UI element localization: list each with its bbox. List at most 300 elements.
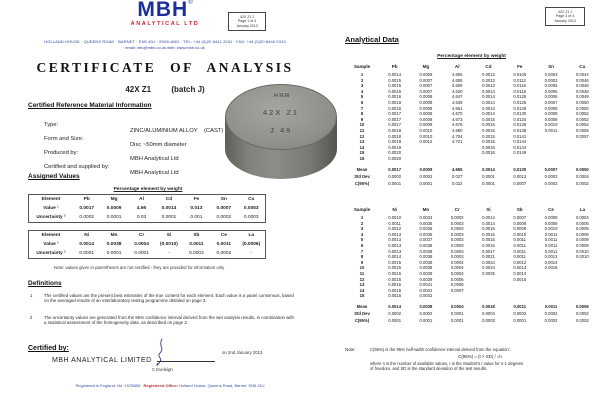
table-cell: 0.0007 — [544, 166, 558, 172]
table-cell: 0.0003 — [450, 248, 464, 254]
table-cell: 0.0038 — [419, 303, 433, 309]
table-cell: 0.0009 — [544, 220, 558, 226]
analytical-table-2-body — [345, 215, 598, 299]
table-cell: 0.0008 — [513, 220, 527, 226]
table-cell: 0.0125 — [513, 94, 527, 100]
table-cell: 13 — [359, 282, 365, 288]
table-cell: 0.0008 — [544, 111, 558, 117]
table-cell: 0.0002 — [575, 318, 589, 324]
table-cell: 0.0055 — [575, 127, 589, 133]
table-cell: 0.0009 — [106, 206, 122, 211]
table-cell: 0.0002 — [575, 311, 589, 317]
table-cell: 0.0013 — [482, 83, 495, 89]
definition-1-number: 1 — [30, 293, 33, 298]
assigned-subtitle: Percentage element by weight — [113, 187, 183, 192]
stamp-product: 42X Z1 J — [239, 14, 255, 19]
stamp-page: Page 3 of 4 — [555, 14, 575, 19]
table-cell: 0.0034 — [419, 215, 433, 220]
table-cell: (0.0006) — [242, 242, 261, 247]
table-cell: 0.0002 — [189, 251, 204, 256]
column-header: Cu — [248, 197, 255, 202]
table-cell: 0.0044 — [575, 72, 589, 77]
table-cell: 4.647 — [451, 94, 463, 100]
company-contact: email: info@mbh.co.uk web: www.mbh.co.uk — [125, 45, 205, 50]
footer-part2: Registered Office: — [143, 383, 178, 388]
column-header: Element — [41, 197, 61, 202]
batch-label: (batch J) — [171, 85, 205, 94]
table-cell: Uncertainty ² — [36, 251, 66, 256]
table-cell: 0.0004 — [450, 265, 464, 271]
table-cell: 0.0013 — [388, 248, 402, 254]
page-stamp-left — [228, 12, 266, 31]
table-cell: 4.605 — [451, 72, 463, 77]
table-cell: 0.0016 — [482, 150, 495, 156]
analytical-table-1-header — [345, 62, 598, 72]
table-cell: 4.655 — [451, 166, 463, 172]
table-cell: 0.027 — [451, 173, 463, 179]
table-cell: 0.0002 — [216, 251, 232, 256]
table-cell: 0.0010 — [388, 215, 402, 220]
definitions-heading: Definitions — [28, 280, 62, 287]
table-cell: 4.608 — [451, 77, 463, 83]
table-cell: 0.0015 — [388, 77, 402, 83]
table-cell: 0.0011 — [513, 242, 527, 248]
table-cell: 0.0007 — [513, 215, 527, 220]
table-cell: 0.0004 — [450, 259, 464, 265]
table-cell: 0.0018 — [388, 139, 402, 145]
table-cell: 0.0012 — [388, 226, 402, 232]
table-cell: 0.0007 — [450, 287, 464, 293]
table-cell: 5 — [360, 237, 364, 243]
table-cell: 0.0015 — [388, 282, 402, 288]
table-cell: 0.0035 — [419, 231, 433, 237]
table-cell: 0.0130 — [513, 111, 527, 117]
table-cell: 0.0005 — [575, 220, 589, 226]
table-cell: 0.0001 — [388, 318, 402, 324]
table-cell: 9 — [360, 259, 364, 265]
analytical-table-1-summary — [345, 162, 598, 188]
analytical-table-2-summary — [345, 299, 598, 325]
table-cell: 0.0001 — [513, 318, 527, 324]
table-cell: 0.0015 — [482, 122, 495, 128]
table-cell: 0.0042 — [419, 287, 433, 293]
assigned-table-1-header — [29, 195, 265, 204]
table-row — [345, 180, 598, 187]
table-cell: 4.661 — [451, 105, 463, 111]
table-cell: 0.0042 — [419, 293, 433, 299]
table-cell: 0.0014 — [388, 254, 402, 260]
table-cell: 0.0005 — [575, 231, 589, 237]
assigned-table-2-header — [29, 231, 265, 240]
table-cell: 0.0038 — [419, 242, 433, 248]
table-cell: 14 — [359, 144, 365, 150]
table-cell: 0.0002 — [575, 180, 589, 186]
table-cell: 0.001 — [190, 215, 203, 220]
table-cell: 11 — [359, 127, 365, 133]
table-cell: 5 — [360, 94, 364, 100]
table-cell: 4.676 — [451, 122, 463, 128]
table-cell: 0.0046 — [575, 83, 589, 89]
note-line-2: where n is the number of available values, t is the Student's t value for n-1 degrees — [370, 361, 524, 366]
table-cell: 0.0015 — [482, 237, 495, 243]
table-cell: 0.0009 — [544, 116, 558, 122]
table-row — [29, 249, 265, 258]
table-cell: 0.0014 — [388, 303, 402, 309]
table-cell: 4.673 — [451, 116, 463, 122]
table-cell: 7 — [360, 105, 364, 111]
table-cell: 4 — [360, 88, 364, 94]
table-cell: 4.609 — [451, 83, 463, 89]
table-cell: 0.0008 — [419, 99, 433, 105]
table-cell: 0.0128 — [513, 105, 527, 111]
table-cell: 0.0018 — [388, 127, 402, 133]
column-header: Al — [454, 64, 460, 69]
table-cell: 0.0002 — [450, 215, 464, 220]
table-cell: 0.0048 — [575, 88, 589, 94]
table-cell: 0.0006 — [544, 94, 558, 100]
table-cell: 0.0010 — [513, 231, 527, 237]
table-cell: 0.0011 — [216, 242, 232, 247]
table-cell: 0.0049 — [575, 94, 589, 100]
table-cell: 0.0014 — [482, 166, 495, 172]
crm-value: MBH Analytical Ltd — [130, 170, 179, 176]
column-header: Ce — [548, 207, 554, 212]
table-cell: 0.0014 — [482, 111, 495, 117]
document-title: CERTIFICATE OF ANALYSIS — [36, 60, 294, 75]
table-cell: 1 — [360, 215, 364, 220]
analytical-table-2 — [345, 205, 598, 325]
table-cell: 0.0016 — [482, 144, 495, 150]
table-cell: 0.0016 — [544, 265, 558, 271]
table-cell: 0.0013 — [388, 231, 402, 237]
table-cell: 6 — [360, 242, 364, 248]
column-header: Si — [166, 233, 172, 238]
table-cell: 0.0015 — [482, 231, 495, 237]
table-cell: 0.0017 — [388, 111, 402, 117]
table-cell: 0.0046 — [575, 77, 589, 83]
table-cell: 2 — [360, 77, 364, 83]
table-cell: 0.0002 — [513, 311, 527, 317]
table-cell: 0.0105 — [513, 72, 527, 77]
table-cell: 0.0013 — [388, 242, 402, 248]
table-cell: 0.0002 — [544, 180, 558, 186]
table-cell: 0.0001 — [419, 318, 433, 324]
column-header: Cr — [138, 233, 145, 238]
definition-2-number: 2 — [30, 315, 33, 320]
table-cell: 0.0014 — [388, 72, 402, 77]
table-cell: 4.721 — [451, 139, 463, 145]
column-header: Cd — [165, 197, 173, 202]
table-cell: 0.0016 — [388, 105, 402, 111]
table-cell: 0.0014 — [482, 88, 495, 94]
table-cell: 0.0002 — [388, 173, 402, 179]
table-cell: 0.0037 — [419, 237, 433, 243]
table-cell: 0.0003 — [450, 237, 464, 243]
table-cell: Uncertainty ² — [36, 215, 66, 220]
table-cell: 0.0012 — [544, 254, 558, 260]
analytical-table-1-body — [345, 72, 598, 162]
table-cell: 0.0013 — [388, 237, 402, 243]
table-cell: Std Dev — [354, 173, 370, 179]
table-cell: 0.0017 — [388, 116, 402, 122]
table-cell: 0.0050 — [575, 99, 589, 105]
table-cell: 10 — [359, 265, 365, 271]
table-cell: 0.0149 — [513, 150, 527, 156]
column-header: Ni — [84, 233, 90, 238]
column-header: Fe — [193, 197, 200, 202]
assigned-values-heading: Assigned Values — [28, 173, 80, 180]
logo-subtitle: ANALYTICAL LTD — [130, 21, 200, 27]
table-cell: 10 — [359, 122, 365, 128]
table-cell: 0.0015 — [388, 276, 402, 282]
table-cell: 0.0039 — [419, 276, 433, 282]
table-cell: 0.0141 — [513, 133, 527, 139]
table-cell: 0.0015 — [482, 116, 495, 122]
table-cell: 0.0004 — [450, 303, 464, 309]
note-line-3: of freedom, and SD is the standard deviation of the test results. — [370, 366, 488, 371]
column-header: Sn — [548, 64, 554, 69]
table-cell: 0.0009 — [575, 242, 589, 248]
table-cell: 0.0020 — [388, 155, 402, 161]
table-cell: 4.649 — [451, 99, 463, 105]
table-cell: 4 — [360, 231, 364, 237]
table-cell: 0.0015 — [388, 83, 402, 89]
table-cell: 0.0038 — [419, 259, 433, 265]
table-cell: 0.0001 — [161, 215, 177, 220]
table-cell: 0.0041 — [419, 282, 433, 288]
table-cell: 0.0004 — [134, 242, 149, 247]
table-cell: 0.0002 — [419, 311, 433, 317]
table-cell: 0.0003 — [450, 254, 464, 260]
table-cell: 0.0007 — [216, 206, 232, 211]
assigned-table-2-body — [29, 240, 265, 258]
table-cell: 0.0126 — [513, 99, 527, 105]
table-row — [29, 240, 265, 249]
table-cell: 0.0011 — [544, 127, 558, 133]
table-cell: 0.0010 — [575, 254, 589, 260]
table-cell: 0.0009 — [544, 215, 558, 220]
note-line-1: C(95%) is the 95% half-width confidence interval derived from the equation: — [370, 347, 510, 352]
table-row — [345, 299, 598, 310]
table-cell: Mean — [356, 303, 368, 309]
table-cell: 0.0050 — [575, 105, 589, 111]
table-cell: 0.0016 — [388, 287, 402, 293]
table-cell: 0.0008 — [419, 105, 433, 111]
table-cell: 0.0010 — [575, 248, 589, 254]
table-cell: - — [250, 251, 253, 256]
table-cell: 0.0011 — [544, 231, 558, 237]
table-cell: 0.0144 — [513, 139, 527, 145]
crm-label: Type: — [44, 122, 59, 128]
table-cell: 0.0007 — [419, 88, 433, 94]
table-cell: 0.0003 — [450, 226, 464, 232]
table-cell: 0.0004 — [450, 270, 464, 276]
table-cell: 0.0001 — [482, 173, 495, 179]
table-cell: 0.0008 — [544, 105, 558, 111]
table-row — [29, 204, 265, 213]
table-cell: 0.0015 — [388, 265, 402, 271]
table-cell: 9 — [360, 116, 364, 122]
table-cell: 0.0130 — [513, 166, 527, 172]
column-header: Element — [41, 233, 61, 238]
table-cell: 0.0112 — [513, 77, 527, 83]
table-cell: 0.0008 — [419, 116, 433, 122]
table-cell: 0.0017 — [388, 122, 402, 128]
table-cell: 0.0011 — [513, 254, 527, 260]
column-header: Cr — [454, 207, 460, 212]
table-cell: 3 — [360, 226, 364, 232]
table-cell: 0.0014 — [482, 105, 495, 111]
table-cell: 0.0005 — [575, 226, 589, 232]
stamp-date: January 2013 — [236, 24, 258, 29]
table-cell: 0.0005 — [544, 88, 558, 94]
table-cell: 0.0024 — [482, 265, 495, 271]
table-cell: 0.0017 — [482, 248, 495, 254]
table-cell: 0.0116 — [513, 83, 527, 89]
table-cell: 15 — [359, 293, 365, 299]
table-cell: 0.0014 — [482, 220, 495, 226]
table-cell: 0.0002 — [79, 215, 95, 220]
table-cell: 0.0017 — [79, 206, 95, 211]
table-cell: 0.0015 — [482, 133, 495, 139]
table-cell: 0.0007 — [544, 99, 558, 105]
assigned-table-2 — [28, 230, 266, 259]
parentheses-note: Note: values given in parentheses are not certified - they are provided for information only — [54, 265, 225, 270]
note-equation: C(95%) = (t × SD) / √n — [458, 354, 502, 359]
table-cell: 0.0011 — [388, 220, 401, 226]
table-cell: 0.0001 — [388, 180, 402, 186]
table-cell: 0.0015 — [388, 259, 402, 265]
table-cell: 0.0005 — [450, 276, 464, 282]
certification-date: on 2nd January 2013 — [222, 350, 263, 355]
footer-part1: Registered in England, No. 1575889 · — [75, 383, 144, 388]
table-cell: 0.0006 — [450, 282, 464, 288]
table-cell: 0.0001 — [482, 180, 495, 186]
footer-part3: Holland House, Queens Road, Barnet, EN5 4DJ — [178, 383, 265, 388]
table-cell: 0.0003 — [450, 220, 464, 226]
crm-label: Form and Size: — [44, 136, 84, 142]
table-cell: 4.670 — [451, 111, 463, 117]
definition-1-text: The certified values are the present best estimates of the true content for each element. Each value is a panel consensus, based on the averaged results of an interlaboratory testing programme detailed on page 3. — [44, 293, 294, 304]
table-cell: 8 — [360, 111, 364, 117]
page-stamp-right — [545, 7, 585, 26]
table-cell: 0.0009 — [513, 226, 527, 232]
table-cell: 16 — [359, 155, 365, 161]
column-header: Cu — [579, 64, 586, 69]
table-cell: 0.0016 — [388, 99, 402, 105]
column-header: Si — [486, 207, 491, 212]
table-cell: 0.0024 — [482, 259, 495, 265]
table-cell: - — [168, 251, 170, 256]
table-cell: Std Dev — [354, 311, 370, 317]
table-cell: 3 — [360, 83, 364, 89]
table-cell: 0.0011 — [544, 248, 558, 254]
column-header: Pb — [83, 197, 90, 202]
table-cell: 4.680 — [451, 127, 463, 133]
table-cell: 2 — [360, 220, 364, 226]
table-row — [345, 317, 598, 324]
table-cell: 0.0011 — [544, 237, 558, 243]
table-cell: 0.0006 — [419, 72, 433, 77]
table-cell: Value ¹ — [43, 206, 59, 211]
table-cell: 0.0018 — [482, 303, 495, 309]
table-cell: 0.0002 — [544, 318, 558, 324]
table-cell: 0.0020 — [388, 150, 402, 156]
table-cell: 0.0016 — [388, 88, 402, 94]
column-header: Pb — [391, 64, 398, 69]
table-cell: 8 — [360, 254, 364, 260]
analytical-subtitle: Percentage element by weight — [437, 54, 506, 59]
table-cell: 0.0011 — [544, 242, 558, 248]
table-cell: 0.0003 — [544, 77, 558, 83]
registration-footer — [5, 383, 335, 388]
table-cell: 0.0018 — [388, 133, 402, 139]
crm-info-heading: Certified Reference Material Information — [28, 102, 152, 109]
stamp-product: 42X Z1 J — [557, 9, 573, 14]
stamp-page: Page 1 of 4 — [237, 19, 257, 24]
definition-2-text: The uncertainty values are generated from the 95% confidence interval derived from the wet analysis results, in combination with a statistical assessment of the homogeneity data, as described on page 2. — [44, 315, 294, 326]
crm-label: Produced by: — [44, 150, 79, 156]
table-cell: 0.0012 — [513, 259, 527, 265]
table-cell: 0.0006 — [575, 303, 589, 309]
certifying-company — [52, 357, 215, 364]
table-cell: 12 — [359, 276, 365, 282]
table-cell: C(95%) — [354, 180, 370, 186]
table-cell: 0.0053 — [243, 206, 259, 211]
disc-engraving-mbh: MBH — [272, 91, 290, 97]
table-cell: Mean — [356, 166, 368, 172]
table-cell: 0.0134 — [513, 116, 527, 122]
table-cell: 0.0014 — [79, 242, 95, 247]
table-cell: 0.0003 — [450, 242, 464, 248]
table-cell: 0.0012 — [419, 139, 433, 145]
registered-mark: ® — [188, 0, 193, 6]
table-cell: 0.0003 — [544, 72, 558, 77]
column-header: Sn — [220, 197, 227, 202]
table-cell: 0.0001 — [134, 251, 149, 256]
table-cell: 0.0010 — [419, 127, 433, 133]
analytical-table-2-header — [345, 205, 598, 215]
table-cell: 0.0007 — [513, 180, 527, 186]
table-cell: 0.0011 — [513, 303, 527, 309]
assigned-table-1-body — [29, 204, 265, 222]
table-cell: 11 — [359, 270, 365, 276]
analytical-table-1 — [345, 62, 598, 187]
table-cell: 15 — [359, 150, 365, 156]
column-header: La — [579, 207, 586, 212]
table-cell: 0.0014 — [513, 270, 527, 276]
table-cell: 0.0016 — [388, 293, 402, 299]
table-cell: 0.0057 — [575, 133, 589, 139]
signature-icon — [148, 338, 174, 368]
column-header: Ce — [220, 233, 227, 238]
company-name: MBH ANALYTICAL LIMITED — [52, 357, 152, 364]
table-cell: 0.0004 — [575, 173, 589, 179]
crm-value: Disc ~50mm diameter — [130, 142, 187, 148]
table-cell: 0.0050 — [575, 166, 589, 172]
crm-value: ZINC/ALUMINIUM ALLOY (CAST) — [130, 128, 224, 134]
table-cell: 0.0038 — [419, 248, 433, 254]
crm-value: MBH Analytical Ltd — [130, 156, 179, 162]
table-cell: 0.0001 — [106, 251, 122, 256]
table-cell: 0.0013 — [513, 265, 527, 271]
table-cell: 0.0052 — [575, 116, 589, 122]
table-cell: 0.0038 — [419, 265, 433, 271]
stamp-date: January 2013 — [554, 19, 576, 24]
column-header: Mn — [110, 233, 118, 238]
assigned-table-1 — [28, 194, 266, 223]
table-cell: 0.0001 — [419, 180, 433, 186]
